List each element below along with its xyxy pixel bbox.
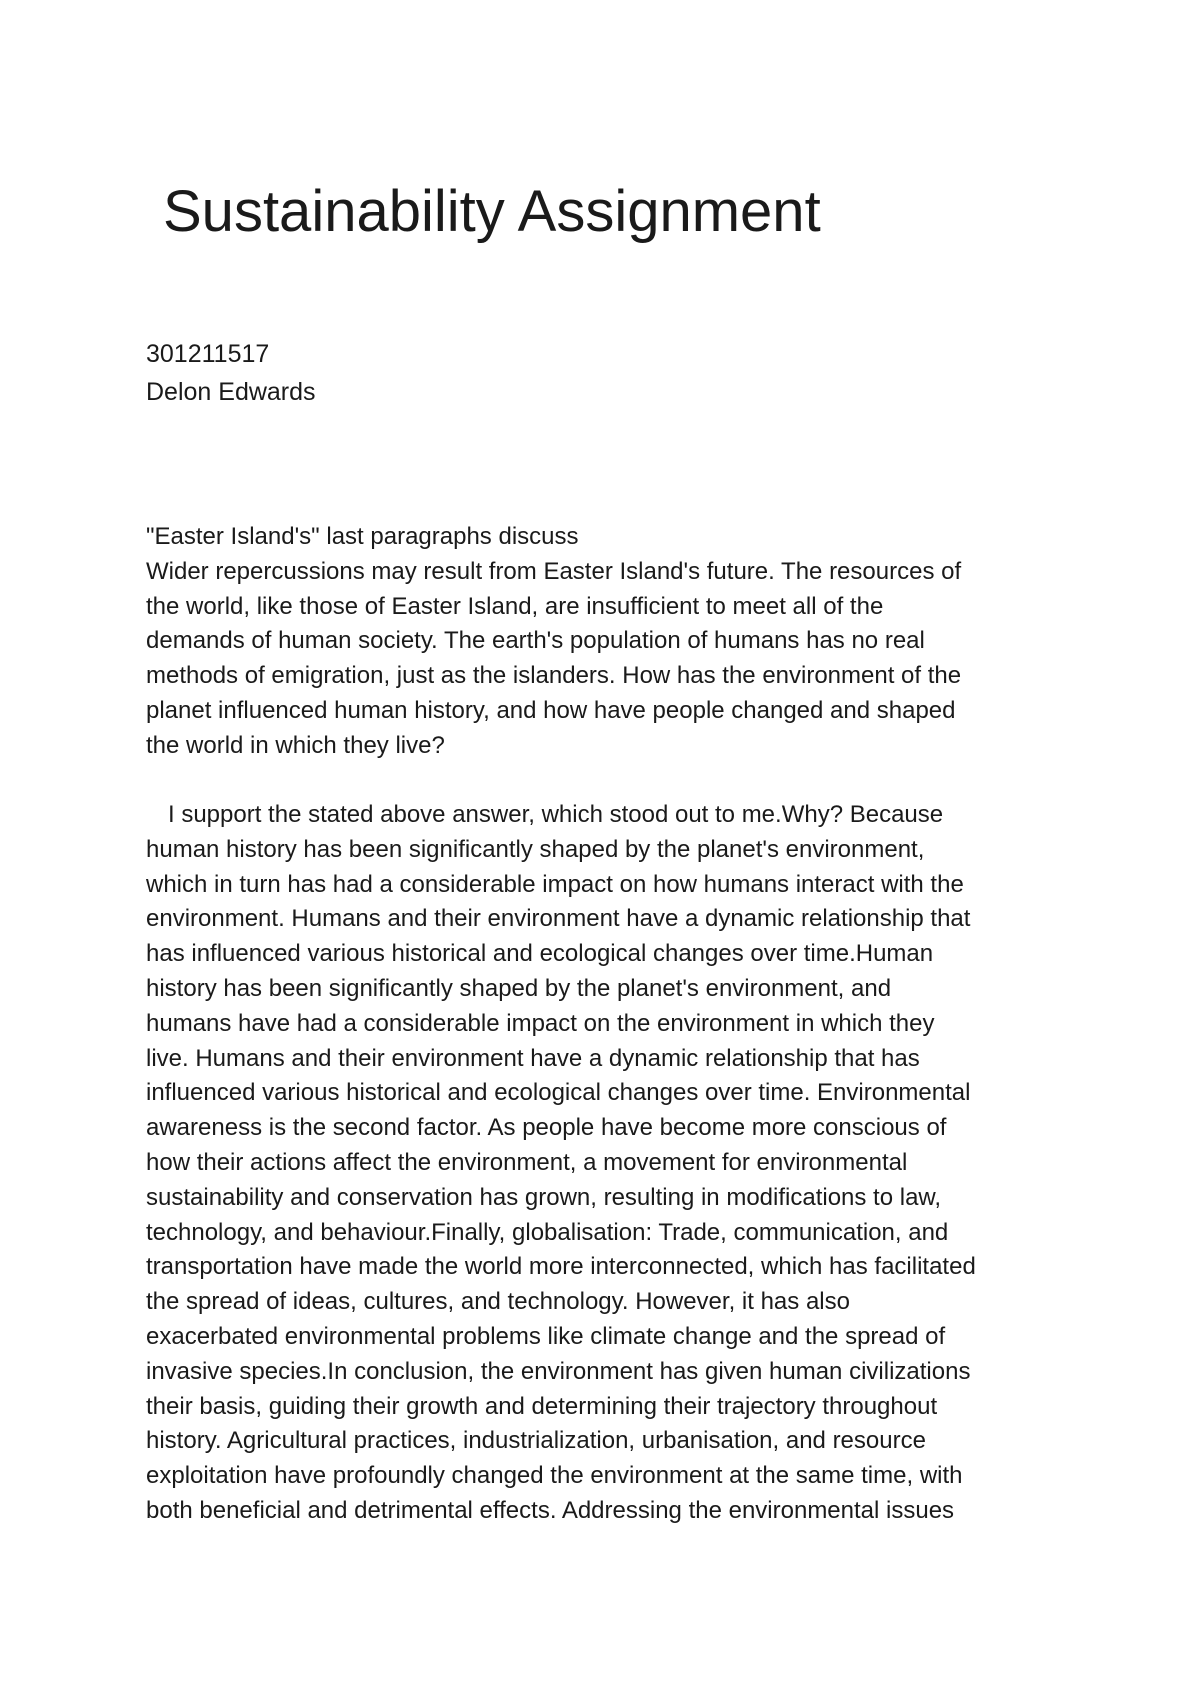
paragraph-line: Wider repercussions may result from Easter Island's future. The resources of (146, 557, 962, 585)
paragraph-line: exacerbated environmental problems like climate change and the spread of (146, 1322, 946, 1350)
paragraph-line: their basis, guiding their growth and determining their trajectory throughout (146, 1392, 938, 1420)
paragraph-line: history. Agricultural practices, industrialization, urbanisation, and resource (146, 1427, 926, 1455)
paragraph-line: sustainability and conservation has grown, resulting in modifications to law, (146, 1183, 942, 1211)
paragraph-line: environment. Humans and their environment have a dynamic relationship that (146, 905, 971, 933)
paragraph-line: technology, and behaviour.Finally, globalisation: Trade, communication, and (146, 1218, 949, 1246)
paragraph-line: the world, like those of Easter Island, are insufficient to meet all of the (146, 592, 884, 620)
paragraph-line: methods of emigration, just as the islanders. How has the environment of the (146, 662, 962, 690)
paragraph-line: human history has been significantly shaped by the planet's environment, (146, 835, 925, 863)
paragraph-line: exploitation have profoundly changed the environment at the same time, with (146, 1462, 963, 1490)
paragraph-line: history has been significantly shaped by the planet's environment, and (146, 974, 892, 1002)
student-name: Delon Edwards (146, 378, 316, 406)
intro-paragraph (146, 520, 1066, 764)
paragraph-line: the world in which they live? (146, 731, 445, 759)
paragraph-line: live. Humans and their environment have a dynamic relationship that has (146, 1044, 920, 1072)
paragraph-line: both beneficial and detrimental effects. Addressing the environmental issues (146, 1496, 955, 1524)
paragraph-line: transportation have made the world more interconnected, which has facilitated (146, 1253, 976, 1281)
document-title: Sustainability Assignment (163, 179, 821, 244)
paragraph-line: how their actions affect the environment, a movement for environmental (146, 1148, 908, 1176)
paragraph-line: humans have had a considerable impact on the environment in which they (146, 1009, 935, 1037)
author-info (146, 335, 316, 411)
paragraph-line: demands of human society. The earth's population of humans has no real (146, 627, 925, 655)
student-id: 301211517 (146, 340, 270, 368)
paragraph-line: I support the stated above answer, which stood out to me.Why? Because (168, 801, 944, 828)
paragraph-line: which in turn has had a considerable impact on how humans interact with the (146, 870, 964, 898)
paragraph-line: planet influenced human history, and how have people changed and shaped (146, 696, 956, 724)
answer-paragraph (146, 798, 1066, 1529)
paragraph-line: the spread of ideas, cultures, and technology. However, it has also (146, 1288, 850, 1316)
paragraph-line: awareness is the second factor. As people have become more conscious of (146, 1114, 947, 1142)
paragraph-line: influenced various historical and ecological changes over time. Environmental (146, 1079, 971, 1107)
paragraph-line: has influenced various historical and ecological changes over time.Human (146, 940, 934, 968)
paragraph-line: invasive species.In conclusion, the environment has given human civilizations (146, 1357, 971, 1385)
paragraph-line: "Easter Island's" last paragraphs discuss (146, 523, 579, 550)
